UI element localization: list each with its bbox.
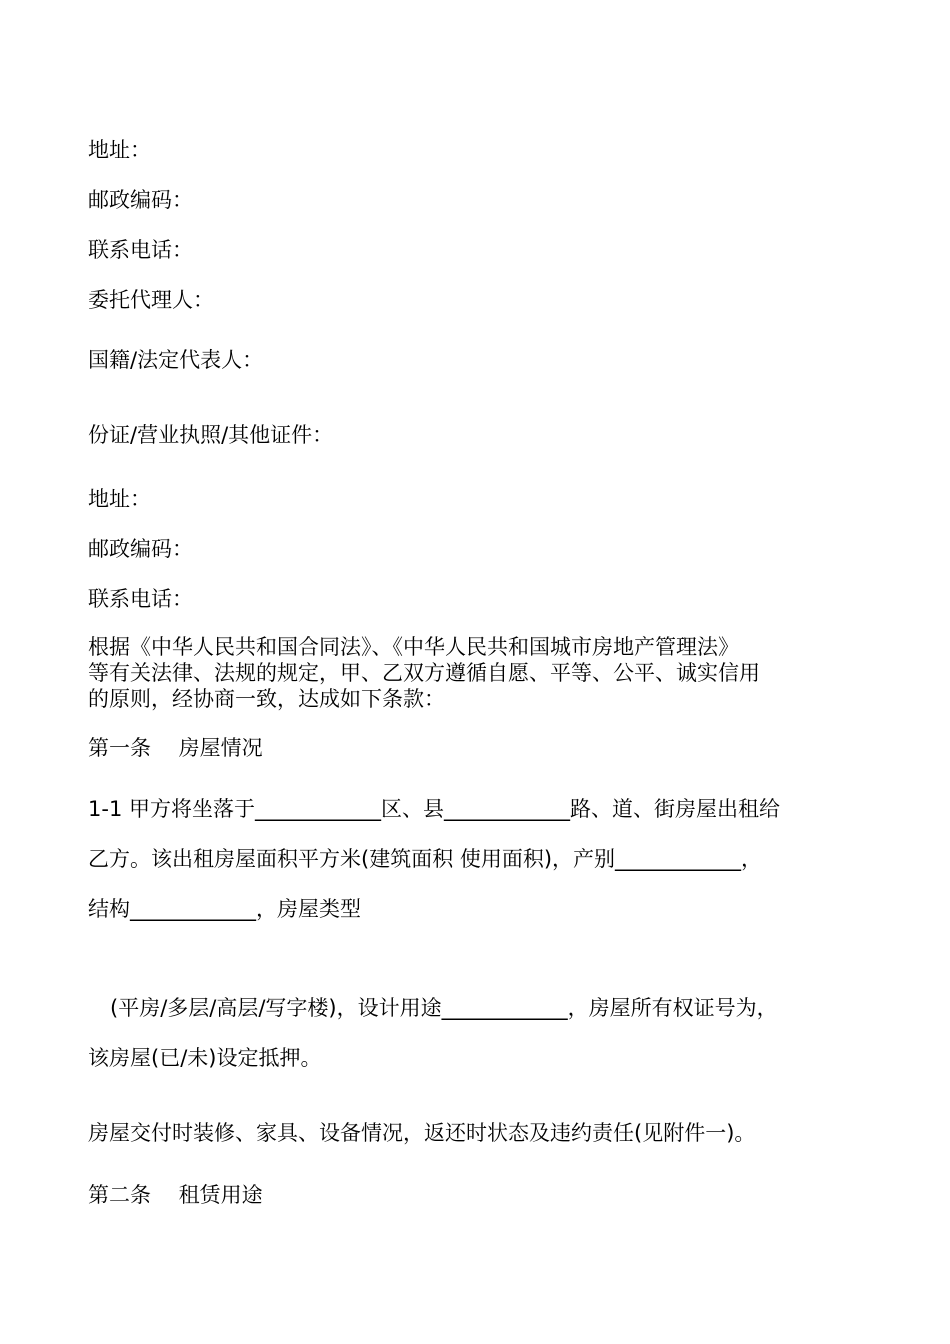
clause-1-1-line: 结构____________，房屋类型 [88, 897, 361, 921]
party-address-label: 地址： [88, 138, 151, 162]
preamble-paragraph [88, 634, 868, 712]
preamble-line: 根据《中华人民共和国合同法》、《中华人民共和国城市房地产管理法》 [88, 635, 739, 659]
agent-postcode-label: 邮政编码： [88, 537, 193, 561]
clause-1-1-line: 1-1 甲方将坐落于____________区、县____________路、道、街房屋出租给 [88, 797, 780, 821]
article-2-title: 第二条 租赁用途 [88, 1183, 263, 1207]
clause-1-1-continuation-line: 该房屋(已/未)设定抵押。 [88, 1046, 322, 1070]
agent-address-label: 地址： [88, 487, 151, 511]
agent-label: 委托代理人： [88, 288, 214, 312]
clause-1-1-continuation-line: (平房/多层/高层/写字楼)，设计用途____________，房屋所有权证号为， [110, 996, 778, 1020]
preamble-line: 的原则，经协商一致，达成如下条款： [88, 687, 445, 711]
nationality-representative-label: 国籍/法定代表人： [88, 348, 264, 372]
party-phone-label: 联系电话： [88, 238, 193, 262]
agent-phone-label: 联系电话： [88, 587, 193, 611]
article-1-title: 第一条 房屋情况 [88, 736, 263, 760]
preamble-line: 等有关法律、法规的规定，甲、乙双方遵循自愿、平等、公平、诚实信用 [88, 661, 760, 685]
clause-1-1-line: 乙方。该出租房屋面积平方米(建筑面积 使用面积)，产别____________， [88, 847, 763, 871]
id-documents-label: 份证/营业执照/其他证件： [88, 423, 334, 447]
handover-paragraph: 房屋交付时装修、家具、设备情况，返还时状态及违约责任(见附件一)。 [88, 1121, 756, 1145]
party-postcode-label: 邮政编码： [88, 188, 193, 212]
